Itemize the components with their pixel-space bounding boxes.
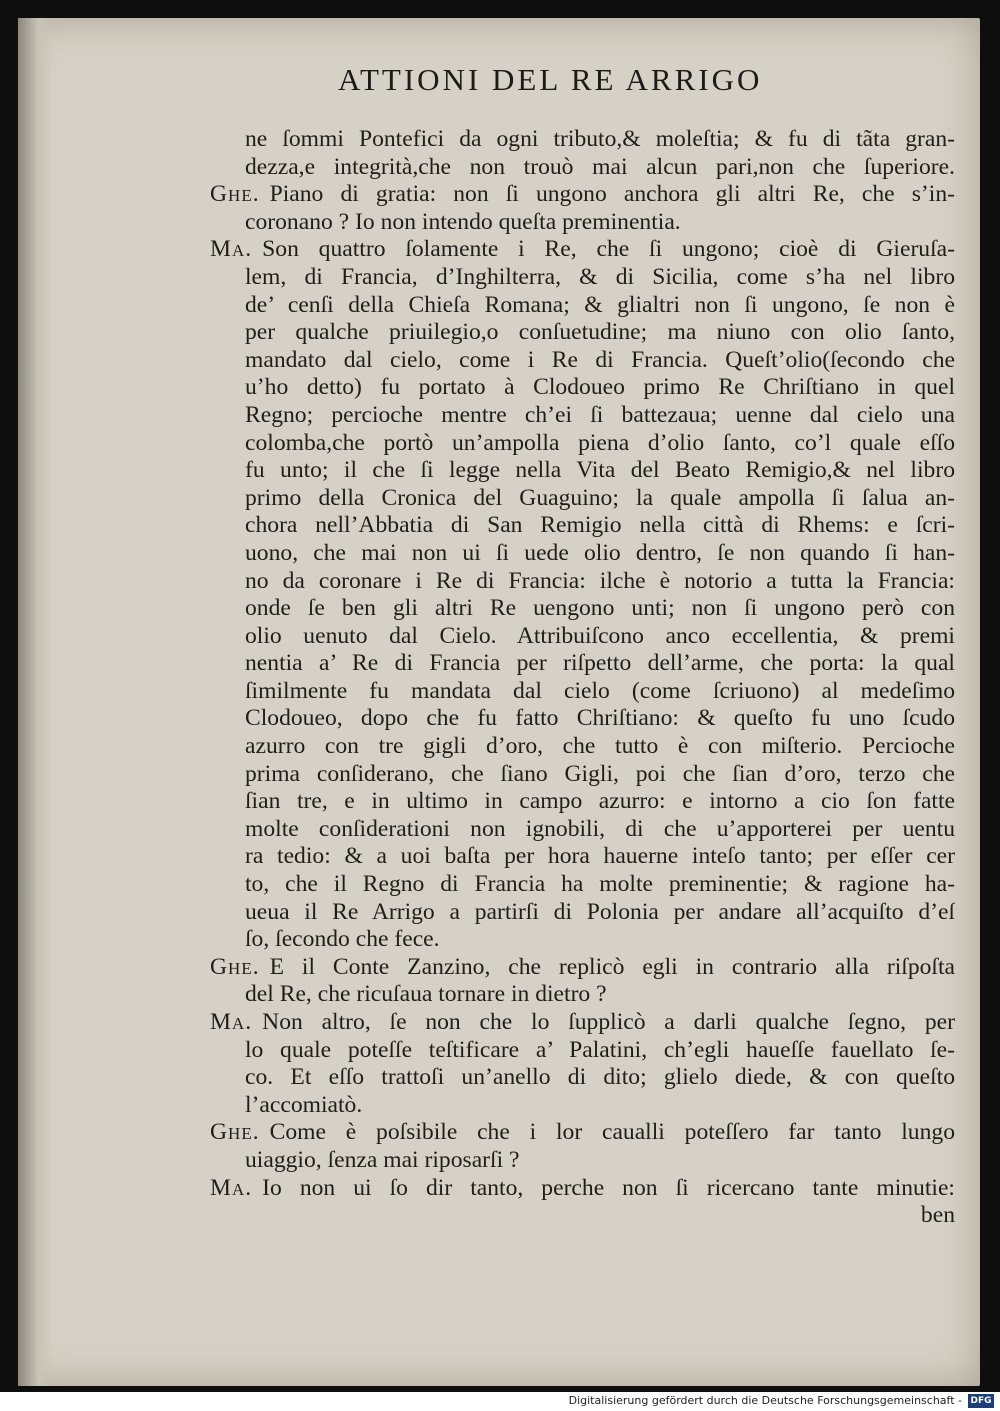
line-text: uiaggio, ſenza mai riposarſi ? <box>245 1146 520 1173</box>
line-text: molte conſiderationi non ignobili, di che u’apporterei per uentu <box>245 815 955 842</box>
text-line <box>210 926 955 954</box>
text-line <box>210 347 955 375</box>
line-text: ſian tre, e in ultimo in campo azurro: e intorno a cio ſon fatte <box>245 788 955 815</box>
line-text: co. Et eſſo trattoſi un’anello di dito; glielo diede, & con queſto <box>245 1064 955 1091</box>
text-line <box>210 319 955 347</box>
line-text: de’ cenſi della Chieſa Romana; & glialtri non ſi ungono, ſe non è <box>245 291 955 318</box>
text-line <box>210 457 955 485</box>
page-spine-shadow <box>18 18 52 1386</box>
digitization-footer <box>0 1392 1000 1411</box>
text-line <box>210 292 955 320</box>
line-text: del Re, che ricuſaua tornare in dietro ? <box>245 981 607 1008</box>
line-text: per qualche priuilegio,o conſuetudine; ma niuno con olio ſanto, <box>245 319 955 346</box>
line-text: primo della Cronica del Guaguino; la quale ampolla ſi ſalua an- <box>245 484 955 511</box>
text-line <box>210 1064 955 1092</box>
speaker-label: Ma. <box>210 1174 253 1201</box>
text-line <box>210 181 955 209</box>
text-line <box>210 374 955 402</box>
text-line <box>210 954 955 982</box>
text-line <box>210 650 955 678</box>
line-text: azurro con tre gigli d’oro, che tutto è con miſterio. Percioche <box>245 733 955 760</box>
line-text: colomba,che portò un’ampolla piena d’olio ſanto, co’l quale eſſo <box>245 429 955 456</box>
speaker-label: Ghe. <box>210 181 260 208</box>
line-text: coronano ? Io non intendo queſta preminentia. <box>245 208 681 235</box>
text-line <box>210 1175 955 1203</box>
line-text: lo quale poteſſe teſtificare a’ Palatini, ch’egli haueſſe fauellato ſe- <box>245 1036 955 1063</box>
book-page <box>18 18 980 1386</box>
footer-credit: Digitalisierung gefördert durch die Deutsche Forschungsgemeinschaft - <box>568 1394 962 1407</box>
line-text: chora nell’Abbatia di San Remigio nella città di Rhems: e ſcri- <box>245 512 955 539</box>
line-text: ſo, ſecondo che fece. <box>245 926 440 953</box>
speaker-label: Ghe. <box>210 953 260 980</box>
line-text: Piano di gratia: non ſi ungono anchora gli altri Re, che s’in- <box>269 181 955 208</box>
line-text: Non altro, ſe non che lo ſupplicò a darli qualche ſegno, per <box>262 1009 955 1035</box>
text-line <box>210 126 955 154</box>
text-line <box>210 402 955 430</box>
text-line <box>210 843 955 871</box>
text-line <box>210 1147 955 1175</box>
line-text: Son quattro ſolamente i Re, che ſi ungono; cioè di Gieruſa- <box>262 236 955 263</box>
speaker-label: Ma. <box>210 236 253 263</box>
line-text: olio uenuto dal Cielo. Attribuiſcono anco eccellentia, & premi <box>245 622 955 649</box>
text-line <box>210 485 955 513</box>
line-text: Clodoueo, dopo che fu fatto Chriſtiano: & queſto fu uno ſcudo <box>245 705 955 732</box>
line-text: nentia a’ Re di Francia per riſpetto dell’arme, che porta: la qual <box>245 650 955 677</box>
line-text: ſimilmente fu mandata dal cielo (come ſcriuono) al medeſimo <box>245 677 955 704</box>
catchword: ben <box>920 1202 955 1229</box>
text-block <box>210 126 955 1230</box>
line-text: u’ho detto) fu portato à Clodoueo primo Re Chriſtiano in quel <box>245 374 955 401</box>
line-text: Regno; percioche mentre ch’ei ſi battezaua; uenne dal cielo una <box>245 401 955 428</box>
text-line <box>210 154 955 182</box>
text-line <box>210 1092 955 1120</box>
dfg-logo: DFG <box>968 1394 994 1408</box>
speaker-label: Ghe. <box>210 1119 260 1146</box>
line-text: uono, che mai non ui ſi uede olio dentro, ſe non quando ſi han- <box>245 539 955 566</box>
text-line <box>210 264 955 292</box>
line-text: mandato dal cielo, come i Re di Francia. Queſt’olio(ſecondo che <box>245 346 955 373</box>
text-line <box>210 981 955 1009</box>
text-line <box>210 623 955 651</box>
line-text: l’accomiatò. <box>245 1091 363 1118</box>
running-head: ATTIONI DEL RE ARRIGO <box>338 62 763 97</box>
text-line <box>210 788 955 816</box>
text-line <box>210 733 955 761</box>
text-line <box>210 678 955 706</box>
line-text: fu unto; il che ſi legge nella Vita del Beato Remigio,& nel libro <box>245 457 955 484</box>
line-text: Io non ui ſo dir tanto, perche non ſi ricercano tante minutie: <box>262 1174 955 1201</box>
line-text: ne ſommi Pontefici da ogni tributo,& moleſtia; & fu di tãta gran- <box>245 126 955 152</box>
line-text: no da coronare i Re di Francia: ilche è notorio a tutta la Francia: <box>245 567 955 594</box>
line-text: onde ſe ben gli altri Re uengono unti; non ſi ungono però con <box>245 595 955 622</box>
text-line <box>210 705 955 733</box>
line-text: Come è poſsibile che i lor caualli poteſſero far tanto lungo <box>269 1119 955 1146</box>
text-line <box>210 1009 955 1037</box>
text-line <box>210 871 955 899</box>
text-line <box>210 236 955 264</box>
text-line <box>210 1037 955 1065</box>
text-line <box>210 430 955 458</box>
text-line <box>210 899 955 927</box>
line-text: E il Conte Zanzino, che replicò egli in contrario alla riſpoſta <box>269 953 955 980</box>
text-line <box>210 540 955 568</box>
text-line <box>210 512 955 540</box>
line-text: ra tedio: & a uoi baſta per hora hauerne inteſo tanto; per eſſer cer <box>245 843 955 870</box>
text-line <box>210 1119 955 1147</box>
line-text: dezza,e integrità,che non trouò mai alcun pari,non che ſuperiore. <box>245 153 955 180</box>
line-text: prima conſiderano, che ſiano Gigli, poi che ſian d’oro, terzo che <box>245 760 955 787</box>
line-text: lem, di Francia, d’Inghilterra, & di Sicilia, come s’ha nel libro <box>245 263 955 290</box>
text-line <box>210 568 955 596</box>
speaker-label: Ma. <box>210 1009 253 1035</box>
text-line <box>210 816 955 844</box>
text-line <box>210 595 955 623</box>
line-text: to, che il Regno di Francia ha molte preminentie; & ragione ha- <box>245 871 955 898</box>
line-text: ueua il Re Arrigo a partirſi di Polonia per andare all’acquiſto d’eſ <box>245 898 955 925</box>
text-line <box>210 209 955 237</box>
text-line <box>210 761 955 789</box>
